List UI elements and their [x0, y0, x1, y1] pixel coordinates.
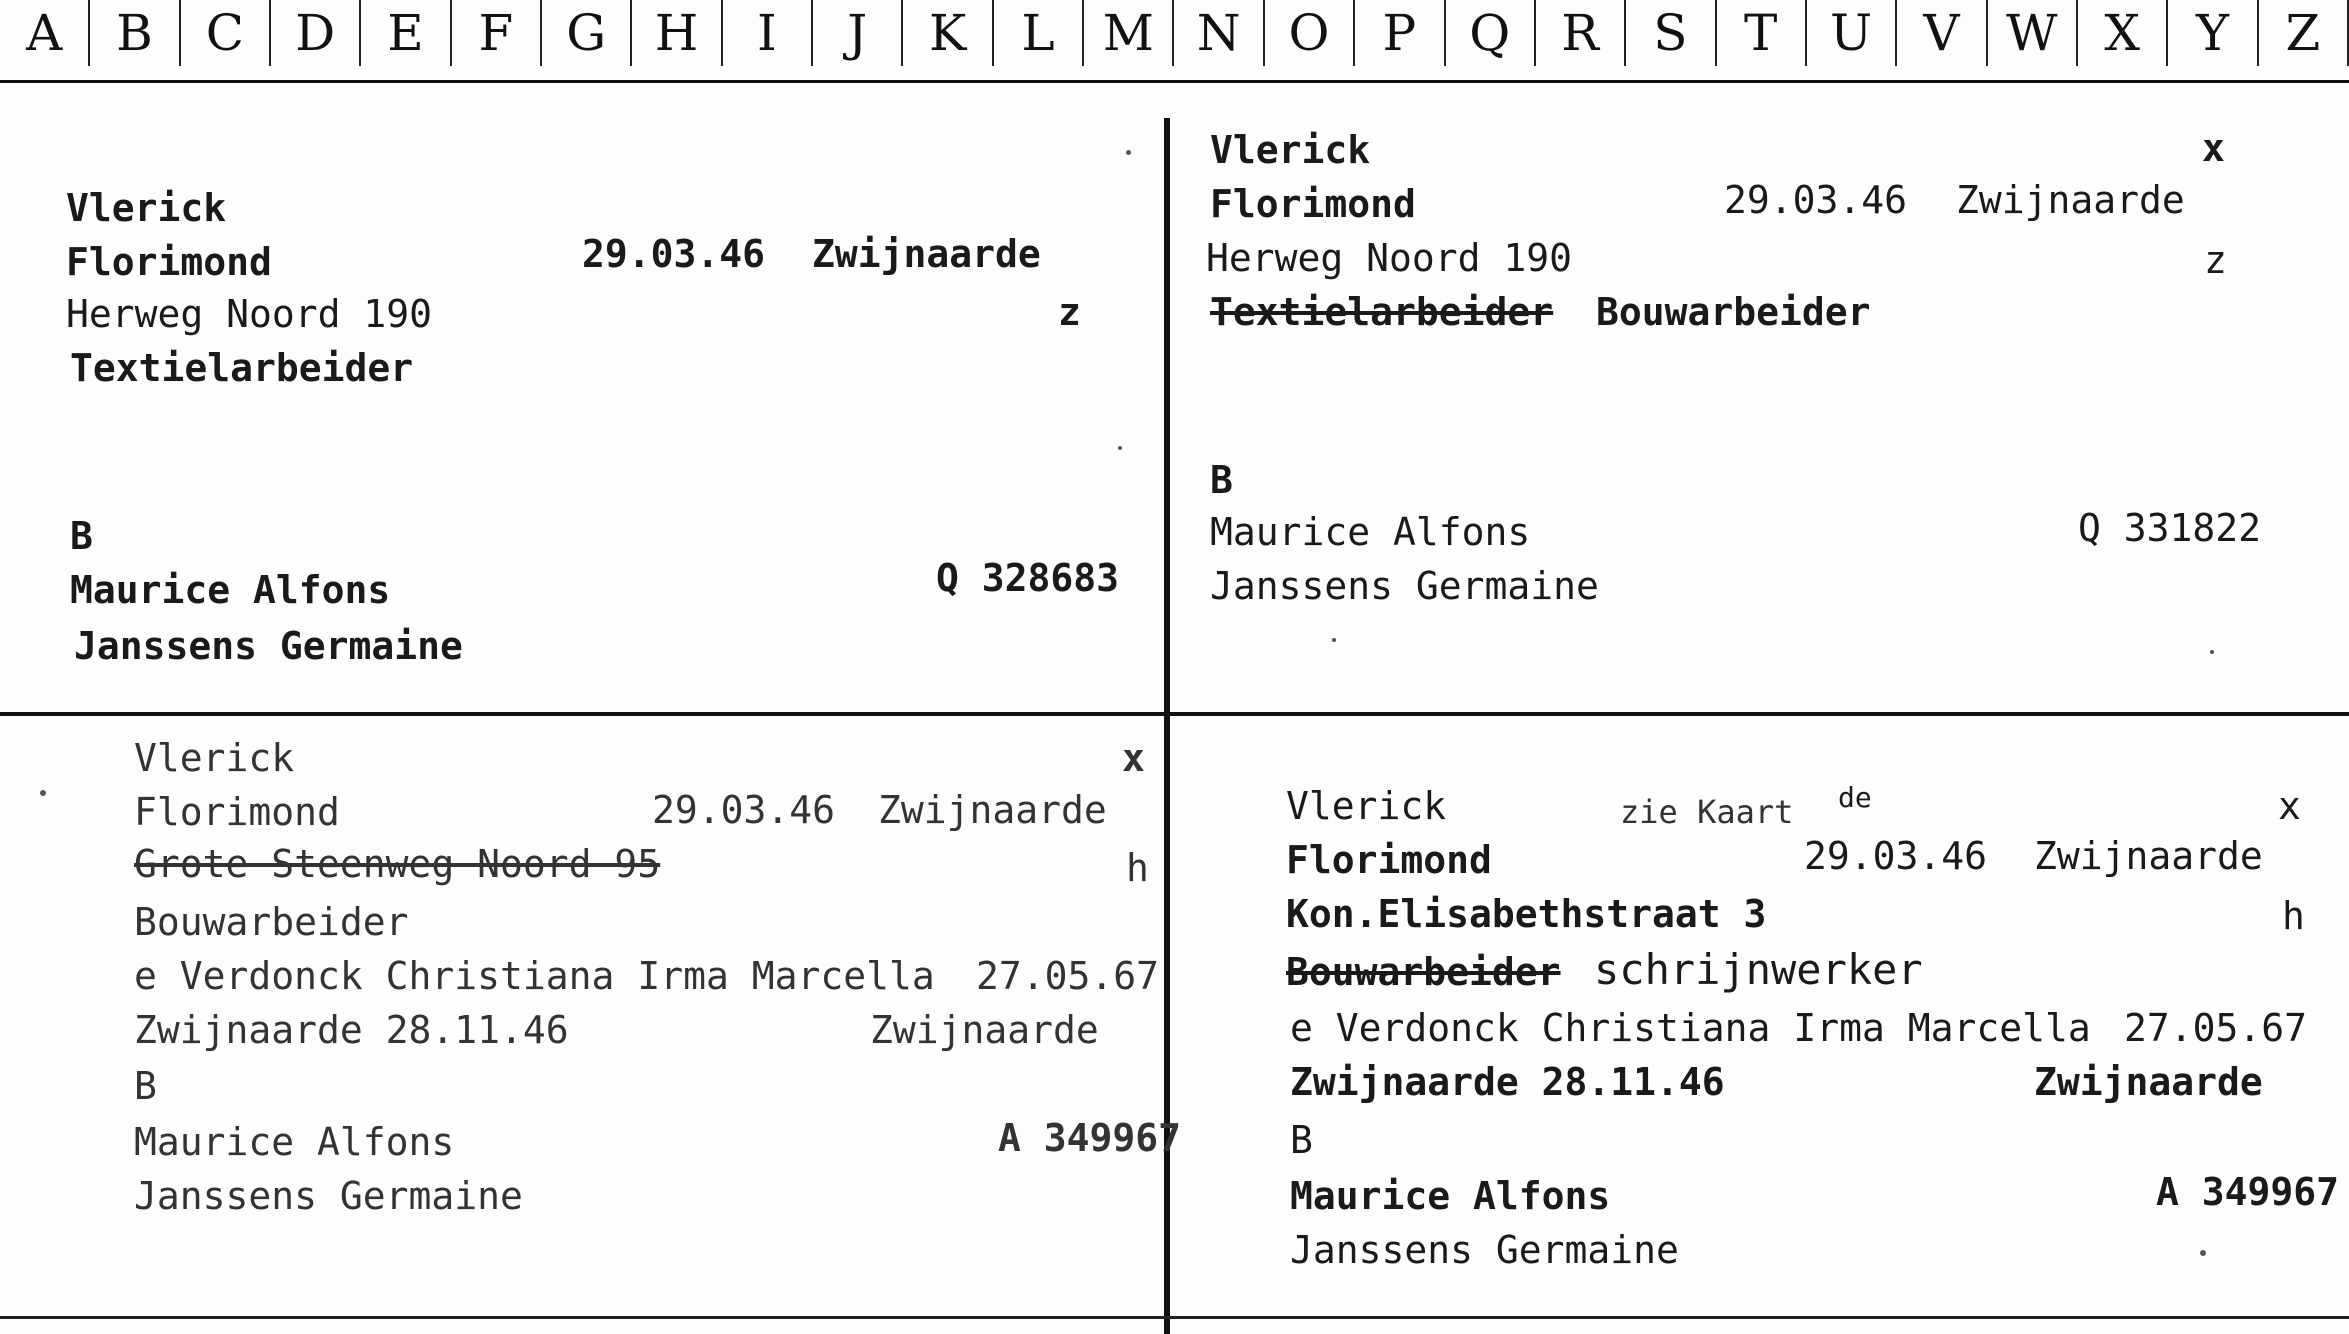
alphabet-letter-i: I [723, 0, 813, 66]
alphabet-letter-l: L [994, 0, 1084, 66]
id-number: A 349967 [2156, 1170, 2340, 1214]
spouse-birth: 27.05.67 [2124, 1006, 2308, 1050]
mother-name: Janssens Germaine [1290, 1228, 1679, 1272]
firstname: Florimond [66, 240, 272, 284]
alphabet-letter-u: U [1807, 0, 1897, 66]
birthplace: Zwijnaarde [2034, 834, 2263, 878]
scan-speck [2210, 650, 2214, 654]
spouse-birth: 27.05.67 [976, 954, 1160, 998]
alphabet-letter-h: H [632, 0, 722, 66]
alphabet-letter-n: N [1175, 0, 1265, 66]
category-letter: B [70, 514, 93, 558]
mother-name: Janssens Germaine [74, 624, 463, 668]
bottom-divider [0, 1316, 2349, 1319]
category-letter: B [134, 1064, 157, 1108]
occupation: schrijnwerker [1594, 945, 1923, 994]
alphabet-letter-z: Z [2259, 0, 2349, 66]
alphabet-letter-j: J [813, 0, 903, 66]
birthplace: Zwijnaarde [1956, 178, 2185, 222]
alphabet-letter-a: A [0, 0, 90, 66]
alphabet-index-strip [0, 0, 2349, 83]
marriage-place: Zwijnaarde [2034, 1060, 2263, 1104]
alphabet-letter-q: Q [1446, 0, 1536, 66]
scan-speck [1118, 446, 1122, 450]
cross-reference-note: zie Kaart [1620, 793, 1794, 831]
alphabet-letter-x: X [2078, 0, 2168, 66]
alphabet-letter-v: V [1897, 0, 1987, 66]
spouse: e Verdonck Christiana Irma Marcella [1290, 1006, 2091, 1050]
address: Herweg Noord 190 [66, 292, 433, 336]
alphabet-letter-t: T [1717, 0, 1807, 66]
scan-speck [2200, 1250, 2206, 1256]
alphabet-letter-r: R [1536, 0, 1626, 66]
address: Kon.Elisabethstraat 3 [1286, 892, 1767, 936]
father-name: Maurice Alfons [134, 1120, 455, 1164]
surname: Vlerick [1286, 784, 1447, 828]
occupation-crossed: Bouwarbeider [1286, 950, 1561, 994]
surname: Vlerick [1210, 128, 1371, 172]
father-name: Maurice Alfons [1210, 510, 1531, 554]
alphabet-letter-g: G [542, 0, 632, 66]
status-mark: z [2204, 238, 2227, 282]
mark-top: x [1122, 736, 1145, 780]
marriage: Zwijnaarde 28.11.46 [1290, 1060, 1725, 1104]
address-crossed: Grote Steenweg Noord 95 [134, 842, 661, 886]
mother-name: Janssens Germaine [134, 1174, 523, 1218]
birth-date: 29.03.46 [1724, 178, 1908, 222]
occupation-crossed: Textielarbeider [1210, 290, 1554, 334]
status-mark: z [1058, 290, 1081, 334]
father-name: Maurice Alfons [1290, 1174, 1611, 1218]
father-name: Maurice Alfons [70, 568, 391, 612]
id-number: A 349967 [998, 1116, 1182, 1160]
mark-top: x [2202, 126, 2225, 170]
firstname: Florimond [1210, 182, 1416, 226]
surname: Vlerick [134, 736, 295, 780]
firstname: Florimond [134, 790, 340, 834]
alphabet-letter-f: F [452, 0, 542, 66]
alphabet-letter-k: K [903, 0, 993, 66]
birth-date: 29.03.46 [652, 788, 836, 832]
occupation: Bouwarbeider [134, 900, 409, 944]
mother-name: Janssens Germaine [1210, 564, 1599, 608]
alphabet-letter-w: W [1988, 0, 2078, 66]
alphabet-letter-s: S [1626, 0, 1716, 66]
marriage-place: Zwijnaarde [870, 1008, 1099, 1052]
alphabet-letter-e: E [361, 0, 451, 66]
alphabet-letter-d: D [271, 0, 361, 66]
alphabet-letter-c: C [181, 0, 271, 66]
status-mark: h [1126, 846, 1149, 890]
birthplace: Zwijnaarde [812, 232, 1041, 276]
birthplace: Zwijnaarde [878, 788, 1107, 832]
category-letter: B [1290, 1118, 1313, 1162]
id-number: Q 331822 [2078, 506, 2262, 550]
firstname: Florimond [1286, 838, 1492, 882]
occupation: Textielarbeider [70, 346, 414, 390]
alphabet-letter-p: P [1355, 0, 1445, 66]
alphabet-letter-b: B [90, 0, 180, 66]
address: Herweg Noord 190 [1206, 236, 1573, 280]
marriage: Zwijnaarde 28.11.46 [134, 1008, 569, 1052]
id-number: Q 328683 [936, 556, 1120, 600]
surname: Vlerick [66, 186, 227, 230]
occupation: Bouwarbeider [1596, 290, 1871, 334]
alphabet-letter-y: Y [2168, 0, 2258, 66]
spouse: e Verdonck Christiana Irma Marcella [134, 954, 935, 998]
alphabet-letter-m: M [1084, 0, 1174, 66]
mark-top: x [2278, 784, 2301, 828]
alphabet-letter-o: O [1265, 0, 1355, 66]
birth-date: 29.03.46 [1804, 834, 1988, 878]
cross-reference-sup: de [1838, 781, 1872, 814]
category-letter: B [1210, 458, 1233, 502]
horizontal-divider [0, 712, 2349, 716]
birth-date: 29.03.46 [582, 232, 766, 276]
scan-speck [1332, 638, 1336, 642]
status-mark: h [2282, 894, 2305, 938]
scan-speck [1126, 150, 1131, 155]
scan-speck [40, 790, 46, 796]
